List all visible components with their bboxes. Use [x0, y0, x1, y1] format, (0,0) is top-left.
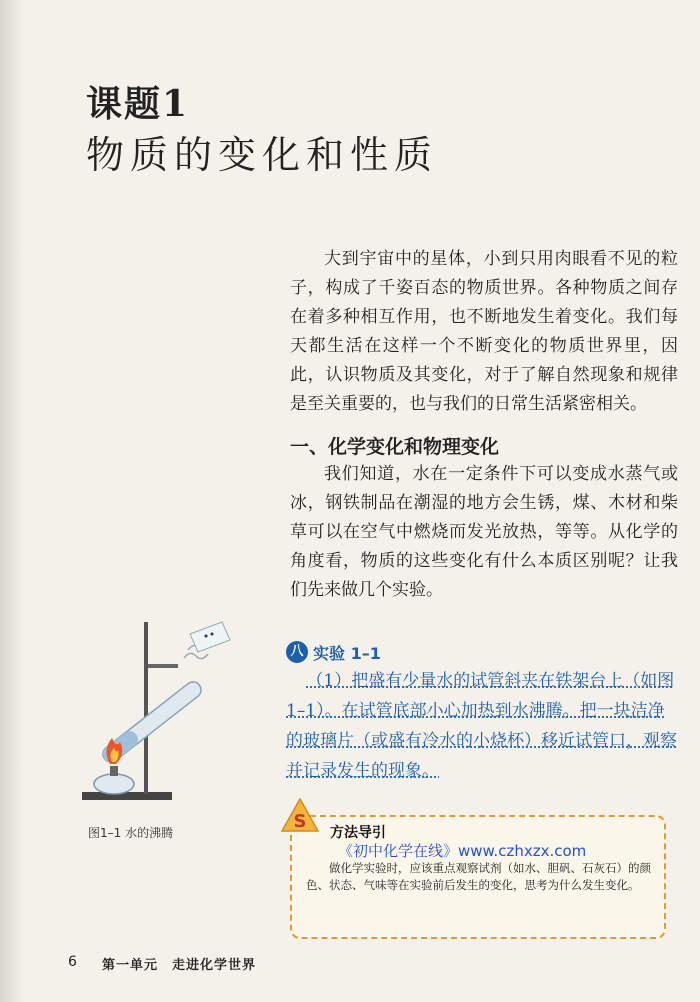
stand-base	[82, 792, 172, 800]
stand-rod	[144, 622, 148, 794]
experiment-text	[286, 666, 678, 786]
experiment-label: 实验 1–1	[313, 644, 381, 663]
watermark-text: 《初中化学在线》www.czhxzx.com	[338, 842, 587, 860]
unit-title: 第一单元 走进化学世界	[102, 958, 257, 973]
method-guide-title: 方法导引	[330, 825, 386, 841]
method-guide-icon	[280, 797, 320, 833]
page-number: 6	[68, 954, 77, 970]
svg-text:S: S	[293, 811, 307, 832]
glass-slide	[190, 622, 230, 652]
section-paragraph: 我们知道，水在一定条件下可以变成水蒸气或冰，钢铁制品在潮湿的地方会生锈，煤、木材和柴草可以在空气中燃烧而发光放热，等等。从化学的角度看，物质的这些变化有什么本质区别呢？让我们先来做几个实验。	[290, 464, 678, 600]
lesson-title: 物质的变化和性质	[86, 133, 439, 177]
method-guide-text: 做化学实验时，应该重点观察试剂（如水、胆矾、石灰石）的颜色、状态、气味等在实验前后发生的变化，思考为什么发生变化。	[306, 861, 651, 892]
figure-caption: 图1–1 水的沸腾	[88, 826, 174, 840]
alcohol-burner	[94, 774, 134, 794]
experiment-icon: 八	[286, 641, 308, 663]
lesson-number: 课题1	[86, 83, 190, 125]
clamp	[148, 664, 178, 668]
intro-paragraph: 大到宇宙中的星体，小到只用肉眼看不见的粒子，构成了千姿百态的物质世界。各种物质之间存在着多种相互作用，也不断地发生着变化。我们每天都生活在这样一个不断变化的物质世界里，因此，认识物质及其变化，对于了解自然现象和规律是至关重要的，也与我们的日常生活紧密相关。	[290, 249, 678, 414]
section-title: 一、化学变化和物理变化	[290, 436, 500, 458]
boiling-water-figure	[72, 612, 272, 812]
page-binding-shadow	[0, 0, 24, 1002]
experiment-instructions: （1）把盛有少量水的试管斜夹在铁架台上（如图1–1）。在试管底部小心加热到水沸腾。把一块洁净的玻璃片（或盛有冷水的小烧杯）移近试管口，观察并记录发生的现象。	[286, 671, 677, 781]
